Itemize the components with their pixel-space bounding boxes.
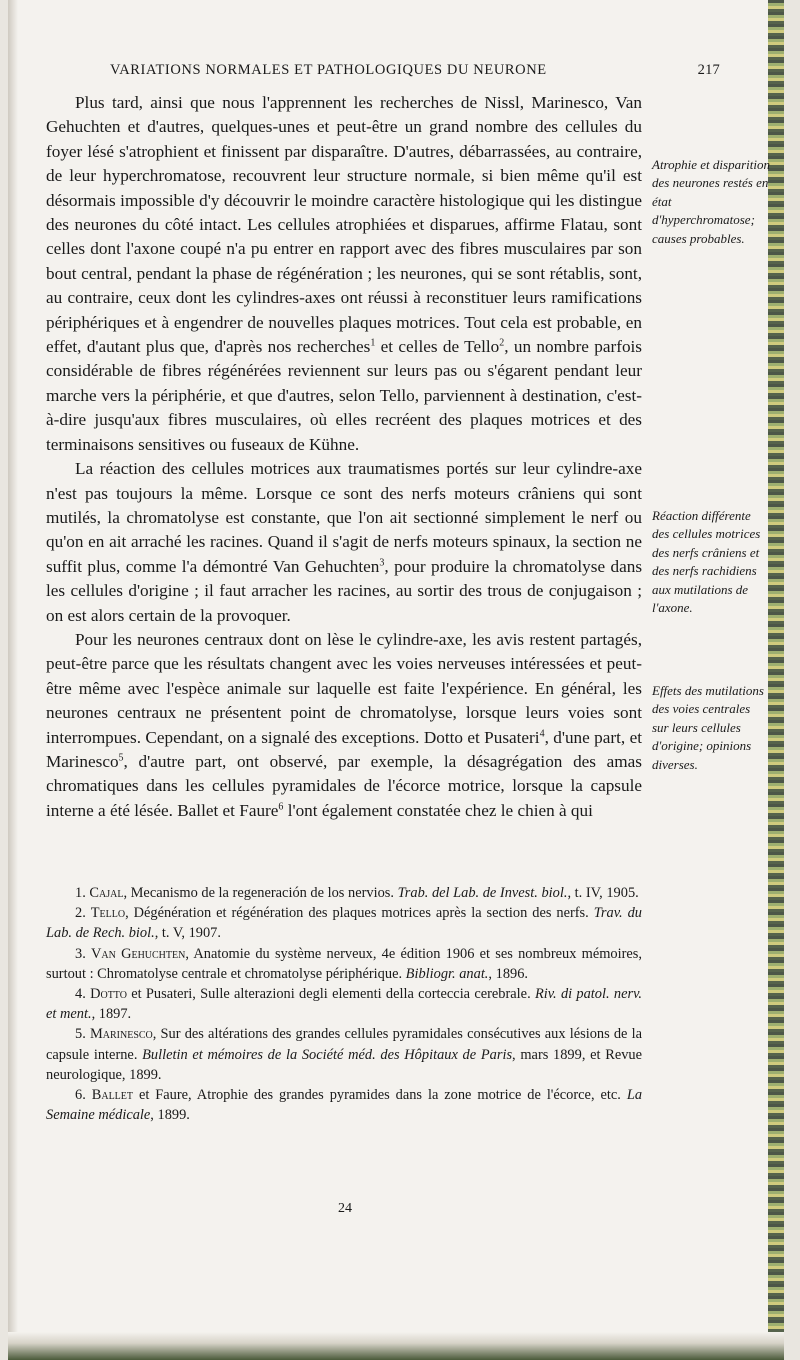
running-header (110, 62, 720, 79)
footnotes (46, 883, 642, 1125)
footnote-author: Ballet (91, 1087, 134, 1104)
footnote-author: Marinesco (89, 1026, 153, 1043)
footnote-author: Dotto (90, 986, 127, 1003)
footnote: 6. Ballet et Faure, Atrophie des grandes pyramides dans la zone motrice de l'écorce, etc. La Semaine médicale, 1899. (46, 1087, 643, 1124)
footnote: 5. Marinesco, Sur des altérations des grandes cellules pyramidales consécutives aux lésions de la capsule interne. Bulletin et mémoires de la Société méd. des Hôpitaux de Paris, mars 1899, et Revue neurologique, 1899. (46, 1026, 642, 1083)
paragraph: Pour les neurones centraux dont on lèse le cylindre-axe, les avis restent partagés, peut-être parce que les résultats changent avec les voies nerveuses intéressées et peut-être même avec l'espèce animale sur laquelle est faite l'expérience. En général, les neurones centraux ne présentent point de chromatolyse, lorsque leurs voies sont interrompues. Cependant, on a signalé des exceptions. Dotto et Pusateri$^4$, d'une part, et Marinesco$^5$, d'autre part, ont observé, par exemple, la désagrégation des amas chromatiques dans les cellules pyramidales de l'écorce motrice, lorsque la capsule interne a été lésée. Ballet et Faure$^6$ l'ont également constatée chez le chien à qui (46, 629, 642, 820)
page-number: 217 (697, 62, 720, 78)
footnote-ref[interactable]: 4 (539, 727, 545, 739)
footnote-ref[interactable]: 3 (379, 556, 385, 568)
gutter-shadow (8, 0, 18, 1360)
footnote-ref[interactable]: 1 (370, 337, 376, 349)
footnote-source: La Semaine médicale (46, 1087, 643, 1124)
margin-note-reaction: Réaction différente des cellules motrices des nerfs crâniens et des nerfs rachidiens aux mutilations de l'axone. (652, 508, 761, 616)
footnote-source: Bulletin et mémoires de la Société méd. des Hôpitaux de Paris (142, 1046, 513, 1063)
running-title: VARIATIONS NORMALES ET PATHOLOGIQUES DU NEURONE (110, 62, 547, 78)
footnote-source: Trav. du Lab. de Rech. biol. (46, 905, 642, 942)
main-text (46, 91, 642, 823)
footnote-ref[interactable]: 6 (278, 801, 284, 813)
paragraph: Plus tard, ainsi que nous l'apprennent les recherches de Nissl, Marinesco, Van Gehuchten et d'autres, quelques-unes et peut-être un grand nombre des cellules du foyer lésé s'atrophient et finissent par disparaître. D'autres, débarrassées, au contraire, de leur hyperchromatose, recouvrent leur structure normale, si bien même qu'il est désormais impossible d'y découvrir le moindre caractère histologique qui les distingue des neurones du côté intact. Les cellules atrophiées et disparues, affirme Flatau, sont celles dont l'axone coupé n'a pu entrer en rapport avec des fibres musculaires par son bout central, pendant la phase de régénération ; les neurones, qui se sont rétablis, sont, au contraire, ceux dont les cylindres-axes ont réussi à reconstituer leurs ramifications périphériques et à engendrer de nouvelles plaques motrices. Tout cela est probable, en effet, d'autant plus que, d'après nos recherches$^1$ et celles de Tello$^2$, un nombre parfois considérable de fibres régénérées reviennent sur leurs pas ou s'égarent pendant leur marche vers la périphérie, et que d'autres, selon Tello, parviennent à destination, c'est-à-dire jusqu'aux fibres musculaires, où elles recréent des plaques motrices et des terminaisons sensitives ou fuseaux de Kühne. (46, 93, 642, 454)
footnote: 3. Van Gehuchten, Anatomie du système nerveux, 4e édition 1906 et ses nombreux mémoires, surtout : Chromatolyse centrale et chromatolyse périphérique. Bibliogr. anat., 1896. (46, 945, 642, 982)
footnote-ref[interactable]: 2 (499, 337, 505, 349)
margin-note-atrophy: Atrophie et disparition des neurones restés en état d'hyperchromatose; causes probables. (652, 157, 770, 246)
footnote-author: Van Gehuchten (91, 945, 186, 962)
page-bottom-edge (8, 1332, 784, 1360)
footnote: 2. Tello, Dégénération et régénération des plaques motrices après la section des nerfs. Trav. du Lab. de Rech. biol., t. V, 1907. (46, 905, 642, 942)
footnote-source: Bibliogr. anat. (405, 965, 489, 982)
footnote-author: Tello (90, 905, 126, 922)
footnote: 4. Dotto et Pusateri, Sulle alterazioni degli elementi della corteccia cerebrale. Riv. di patol. nerv. et ment., 1897. (46, 986, 642, 1023)
footnote-source: Riv. di patol. nerv. et ment. (46, 986, 642, 1023)
paragraph: La réaction des cellules motrices aux traumatismes portés sur leur cylindre-axe n'est pas toujours la même. Lorsque ce sont des nerfs moteurs crâniens qui sont mutilés, la chromatolyse est constante, que l'on ait sectionné simplement le nerf ou qu'on en ait arraché les racines. Quand il s'agit de nerfs moteurs spinaux, la section ne suffit plus, comme l'a démontré Van Gehuchten$^3$, pour produire la chromatolyse dans les cellules d'origine ; il faut arracher les racines, au sortir des trous de conjugaison ; on est alors certain de la provoquer. (46, 459, 643, 625)
footnote-ref[interactable]: 5 (118, 752, 124, 764)
footnote: 1. Cajal, Mecanismo de la regeneración de los nervios. Trab. del Lab. de Invest. biol., t. IV, 1905. (75, 885, 639, 901)
margin-note-effects: Effets des mutilations des voies centrales sur leurs cellules d'origine; opinions diverses. (652, 683, 764, 772)
signature-folio: 24 (338, 1201, 352, 1216)
page-edge-color-strip (768, 0, 784, 1360)
footnote-author: Cajal (89, 885, 124, 901)
footnote-source: Trab. del Lab. de Invest. biol. (397, 885, 568, 901)
